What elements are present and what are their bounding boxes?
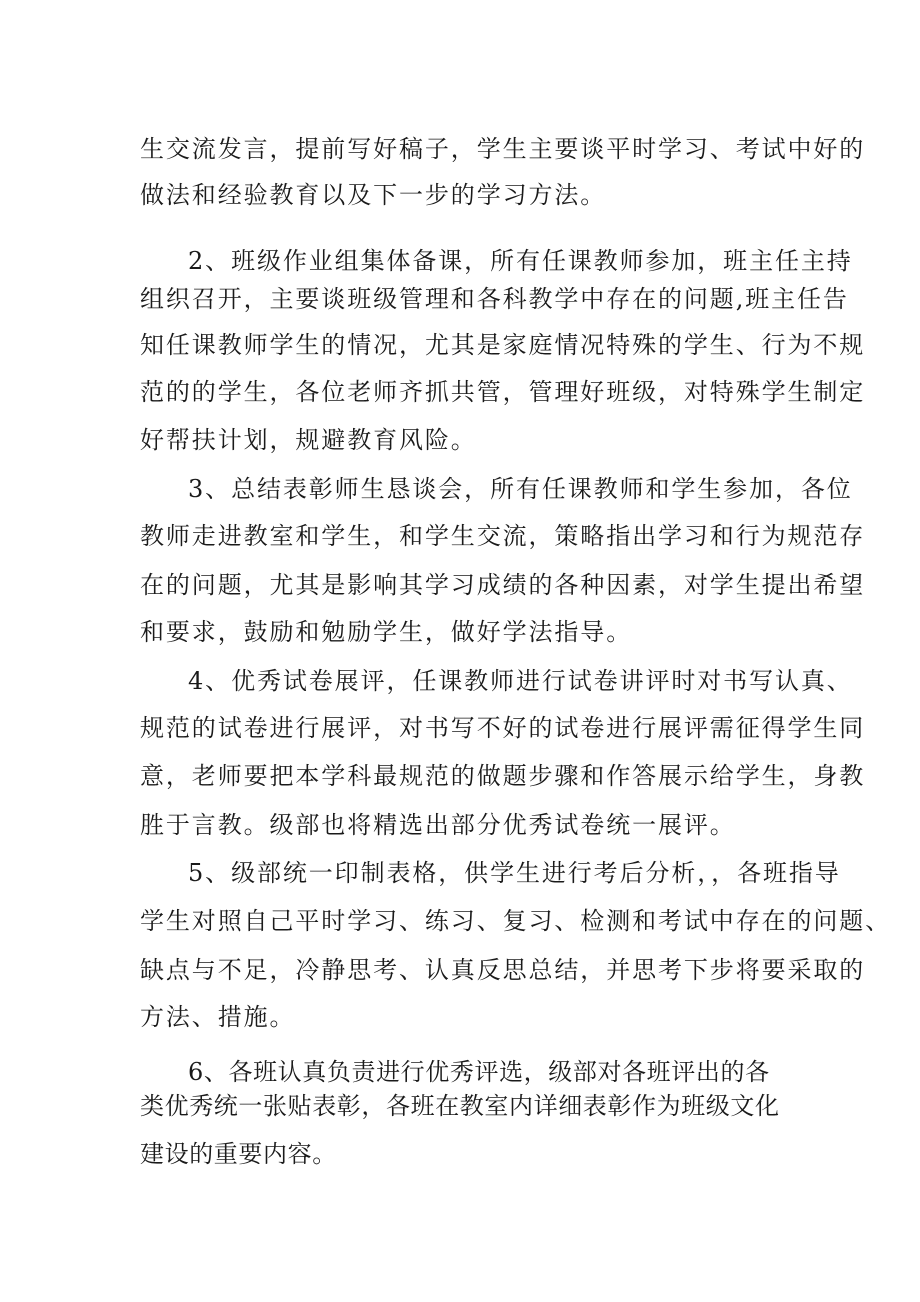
paragraph-6-first-line: 6、各班认真负责进行优秀评选，级部对各班评出的各 [188, 1058, 770, 1086]
text-line: 学生对照自己平时学习、练习、复习、检测和考试中存在的问题、 [140, 907, 892, 935]
paragraph-5-first-line: 5、级部统一印制表格，供学生进行考后分析，，各班指导 [188, 859, 841, 887]
text-line: 在的问题，尤其是影响其学习成绩的各种因素，对学生提出希望 [140, 571, 866, 599]
text-line: 规范的试卷进行展评，对书写不好的试卷进行展评需征得学生同 [140, 714, 866, 742]
paragraph-4-first-line: 4、优秀试卷展评，任课教师进行试卷讲评时对书写认真、 [188, 667, 853, 695]
paragraph-2-first-line: 2、班级作业组集体备课，所有任课教师参加，班主任主持 [188, 247, 853, 275]
text-line: 知任课教师学生的情况，尤其是家庭情况特殊的学生、行为不规 [140, 331, 866, 359]
text-line: 类优秀统一张贴表彰，各班在教室内详细表彰作为班级文化 [140, 1092, 780, 1120]
paragraph-3-first-line: 3、总结表彰师生恳谈会，所有任课教师和学生参加，各位 [188, 475, 853, 503]
text-line: 意，老师要把本学科最规范的做题步骤和作答展示给学生，身教 [140, 762, 866, 790]
text-line: 好帮扶计划，规避教育风险。 [140, 426, 477, 454]
text-line: 建设的重要内容。 [140, 1140, 337, 1168]
text-line: 方法、措施。 [140, 1003, 296, 1031]
text-line: 做法和经验教育以及下一步的学习方法。 [140, 181, 607, 209]
text-line: 生交流发言，提前写好稿子，学生主要谈平时学习、考试中好的 [140, 135, 866, 163]
text-line: 教师走进教室和学生，和学生交流，策略指出学习和行为规范存 [140, 522, 866, 550]
text-line: 胜于言教。级部也将精选出部分优秀试卷统一展评。 [140, 811, 736, 839]
text-line: 组织召开，主要谈班级管理和各科教学中存在的问题,班主任告 [140, 285, 849, 313]
text-line: 和要求，鼓励和勉励学生，做好学法指导。 [140, 618, 633, 646]
text-line: 缺点与不足，冷静思考、认真反思总结，并思考下步将要采取的 [140, 956, 866, 984]
text-line: 范的的学生，各位老师齐抓共管，管理好班级，对特殊学生制定 [140, 378, 866, 406]
